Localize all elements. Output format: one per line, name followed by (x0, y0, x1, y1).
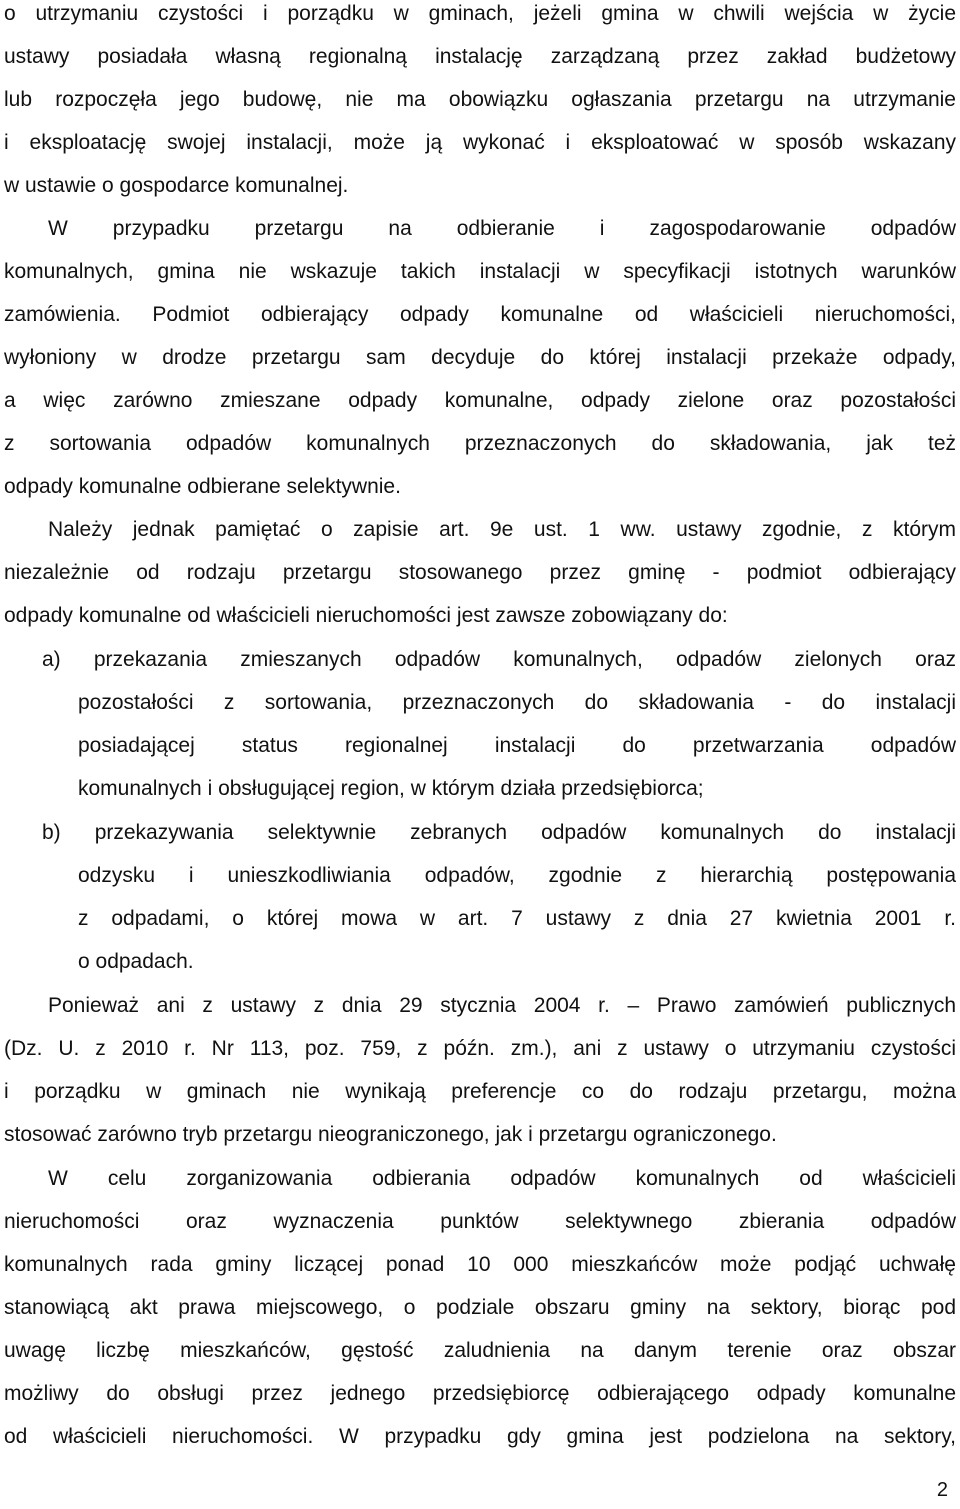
text-line: z odpadami, o której mowa w art. 7 ustawy z dnia 27 kwietnia 2001 r. (78, 907, 956, 930)
text-line: i porządku w gminach nie wynikają preferencje co do rodzaju przetargu, można (4, 1080, 956, 1103)
text-line: W przypadku przetargu na odbieranie i zagospodarowanie odpadów (48, 217, 956, 240)
text-line: z sortowania odpadów komunalnych przeznaczonych do składowania, jak też (4, 432, 956, 455)
text-line: niezależnie od rodzaju przetargu stosowanego przez gminę - podmiot odbierający (4, 561, 956, 584)
list-item-b: b) przekazywania selektywnie zebranych odpadów komunalnych do instalacji (42, 821, 956, 844)
text-line: uwagę liczbę mieszkańców, gęstość zaludnienia na danym terenie oraz obszar (4, 1339, 956, 1362)
text-line: wyłoniony w drodze przetargu sam decyduje do której instalacji przekaże odpady, (4, 346, 956, 369)
page-number: 2 (936, 1479, 948, 1501)
text-line: odzysku i unieszkodliwiania odpadów, zgodnie z hierarchią postępowania (78, 864, 956, 887)
text-line: Ponieważ ani z ustawy z dnia 29 stycznia 2004 r. – Prawo zamówień publicznych (48, 994, 956, 1017)
text-line: możliwy do obsługi przez jednego przedsiębiorcę odbierającego odpady komunalne (4, 1382, 956, 1405)
text-line: stosować zarówno tryb przetargu nieograniczonego, jak i przetargu ograniczonego. (4, 1123, 777, 1146)
text-line: odpady komunalne od właścicieli nieruchomości jest zawsze zobowiązany do: (4, 604, 728, 627)
text-line: komunalnych, gmina nie wskazuje takich instalacji w specyfikacji istotnych warunków (4, 260, 956, 283)
text-line: pozostałości z sortowania, przeznaczonych do składowania - do instalacji (78, 691, 956, 714)
text-line: stanowiącą akt prawa miejscowego, o podziale obszaru gminy na sektory, biorąc pod (4, 1296, 956, 1319)
document-page (4, 0, 956, 1509)
text-line: (Dz. U. z 2010 r. Nr 113, poz. 759, z późn. zm.), ani z ustawy o utrzymaniu czystości (4, 1037, 956, 1060)
text-line: odpady komunalne odbierane selektywnie. (4, 475, 401, 498)
text-line: zamówienia. Podmiot odbierający odpady komunalne od właścicieli nieruchomości, (4, 303, 956, 326)
text-line: W celu zorganizowania odbierania odpadów komunalnych od właścicieli (48, 1167, 956, 1190)
text-line: nieruchomości oraz wyznaczenia punktów selektywnego zbierania odpadów (4, 1210, 956, 1233)
text-line: komunalnych i obsługującej region, w którym działa przedsiębiorca; (78, 777, 704, 800)
text-line: Należy jednak pamiętać o zapisie art. 9e ust. 1 ww. ustawy zgodnie, z którym (48, 518, 956, 541)
text-line: od właścicieli nieruchomości. W przypadku gdy gmina jest podzielona na sektory, (4, 1425, 956, 1448)
text-line: a więc zarówno zmieszane odpady komunalne, odpady zielone oraz pozostałości (4, 389, 956, 412)
list-item-a: a) przekazania zmieszanych odpadów komunalnych, odpadów zielonych oraz (42, 648, 956, 671)
text-line: w ustawie o gospodarce komunalnej. (4, 174, 349, 197)
text-line: i eksploatację swojej instalacji, może ją wykonać i eksploatować w sposób wskazany (4, 131, 956, 154)
text-line: lub rozpoczęła jego budowę, nie ma obowiązku ogłaszania przetargu na utrzymanie (4, 88, 956, 111)
text-line: posiadającej status regionalnej instalacji do przetwarzania odpadów (78, 734, 956, 757)
text-line: komunalnych rada gminy liczącej ponad 10 000 mieszkańców może podjąć uchwałę (4, 1253, 956, 1276)
text-line: o utrzymaniu czystości i porządku w gminach, jeżeli gmina w chwili wejścia w życie (4, 2, 956, 25)
text-line: ustawy posiadała własną regionalną instalację zarządzaną przez zakład budżetowy (4, 45, 956, 68)
text-line: o odpadach. (78, 950, 194, 973)
